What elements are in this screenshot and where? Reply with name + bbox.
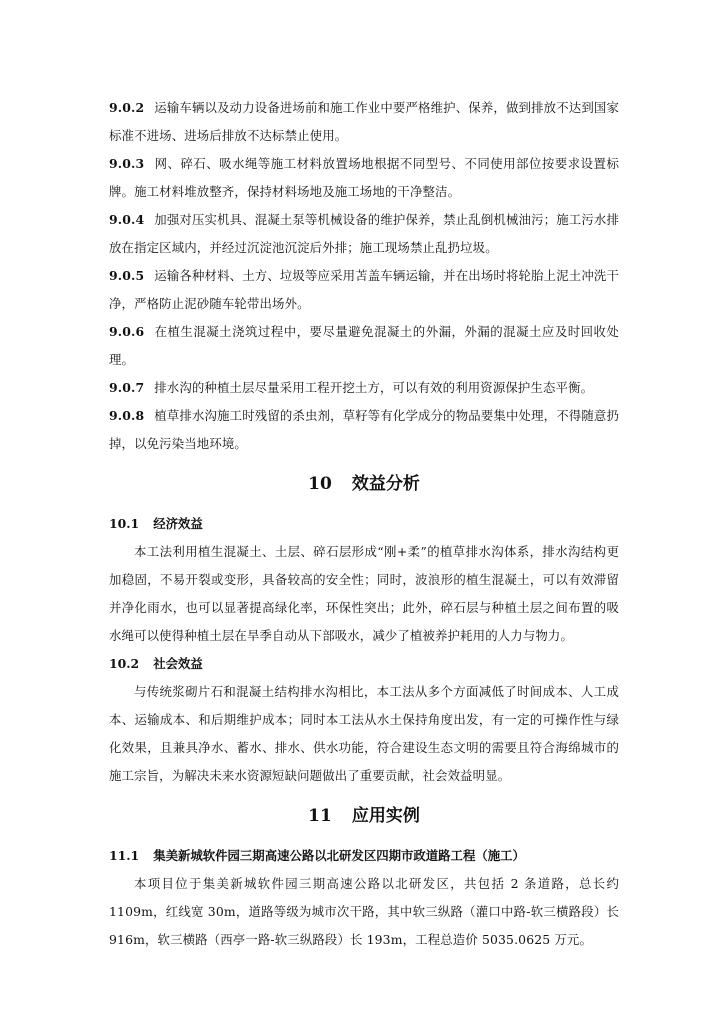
chapter-title: 效益分析	[351, 474, 420, 494]
chapter-number: 10	[308, 474, 332, 494]
section-number: 10.1	[109, 516, 140, 531]
clause-text: 网、碎石、吸水绳等施工材料放置场地根据不同型号、不同使用部位按要求设置标牌。施工材料堆放整齐，保持材料场地及施工场地的干净整洁。	[109, 156, 619, 199]
section-number: 10.2	[109, 656, 140, 671]
chapter-number: 11	[308, 806, 332, 826]
clause-text: 加强对压实机具、混凝土泵等机械设备的维护保养，禁止乱倒机械油污；施工污水排放在指定区域内，并经过沉淀池沉淀后外排；施工现场禁止乱扔垃圾。	[109, 212, 619, 255]
chapter-10-heading	[109, 472, 619, 496]
clause-text: 排水沟的种植土层尽量采用工程开挖土方，可以有效的利用资源保护生态平衡。	[154, 380, 594, 395]
section-11-1-heading	[109, 842, 619, 870]
chapter-title: 应用实例	[351, 806, 420, 826]
section-title: 社会效益	[153, 656, 203, 671]
section-10-1-paragraph: 本工法利用植生混凝土、土层、碎石层形成“刚+柔”的植草排水沟体系，排水沟结构更加稳固，不易开裂或变形，具备较高的安全性；同时，波浪形的植生混凝土，可以有效滞留并净化雨水，也可以显著提高绿化率，环保性突出；此外，碎石层与种植土层之间布置的吸水绳可以使得种植土层在旱季自动从下部吸水，减少了植被养护耗用的人力与物力。	[109, 544, 619, 643]
chapter-11-heading	[109, 804, 619, 828]
section-10-1-heading	[109, 510, 619, 538]
clause-number: 9.0.5	[109, 268, 145, 283]
clause-number: 9.0.4	[109, 212, 145, 227]
clause-text: 在植生混凝土浇筑过程中，要尽量避免混凝土的外漏，外漏的混凝土应及时回收处理。	[109, 324, 619, 367]
clause-text: 运输车辆以及动力设备进场前和施工作业中要严格维护、保养，做到排放不达到国家标准不进场、进场后排放不达标禁止使用。	[109, 100, 619, 143]
section-11-1-paragraph: 本项目位于集美新城软件园三期高速公路以北研发区，共包括 2 条道路，总长约 1109m，红线宽 30m，道路等级为城市次干路，其中软三纵路（灌口中路-软三横路段）长 916m，软三横路（西亭一路-软三纵路段）长 193m，工程总造价 5035.0625 万元。	[109, 876, 619, 947]
clause-9-0-6	[109, 318, 619, 374]
section-title: 集美新城软件园三期高速公路以北研发区四期市政道路工程（施工）	[153, 848, 525, 863]
clause-number: 9.0.8	[109, 408, 145, 423]
clause-9-0-3	[109, 150, 619, 206]
clause-9-0-2	[109, 94, 619, 150]
section-title: 经济效益	[153, 516, 203, 531]
clause-9-0-7	[109, 374, 619, 402]
section-10-2-heading	[109, 650, 619, 678]
clause-9-0-8	[109, 402, 619, 458]
clause-number: 9.0.2	[109, 100, 145, 115]
clause-text: 植草排水沟施工时残留的杀虫剂，草籽等有化学成分的物品要集中处理，不得随意扔掉，以免污染当地环境。	[109, 408, 619, 451]
clause-number: 9.0.3	[109, 156, 145, 171]
clause-number: 9.0.6	[109, 324, 145, 339]
clause-9-0-4	[109, 206, 619, 262]
clause-number: 9.0.7	[109, 380, 145, 395]
document-body	[109, 94, 619, 954]
section-10-2-paragraph: 与传统浆砌片石和混凝土结构排水沟相比，本工法从多个方面减低了时间成本、人工成本、运输成本、和后期维护成本；同时本工法从水土保持角度出发，有一定的可操作性与绿化效果，且兼具净水、蓄水、排水、供水功能，符合建设生态文明的需要且符合海绵城市的施工宗旨，为解决未来水资源短缺问题做出了重要贡献，社会效益明显。	[109, 684, 619, 783]
clause-9-0-5	[109, 262, 619, 318]
section-number: 11.1	[109, 848, 140, 863]
clause-text: 运输各种材料、土方、垃圾等应采用苫盖车辆运输，并在出场时将轮胎上泥土冲洗干净，严格防止泥砂随车轮带出场外。	[109, 268, 619, 311]
